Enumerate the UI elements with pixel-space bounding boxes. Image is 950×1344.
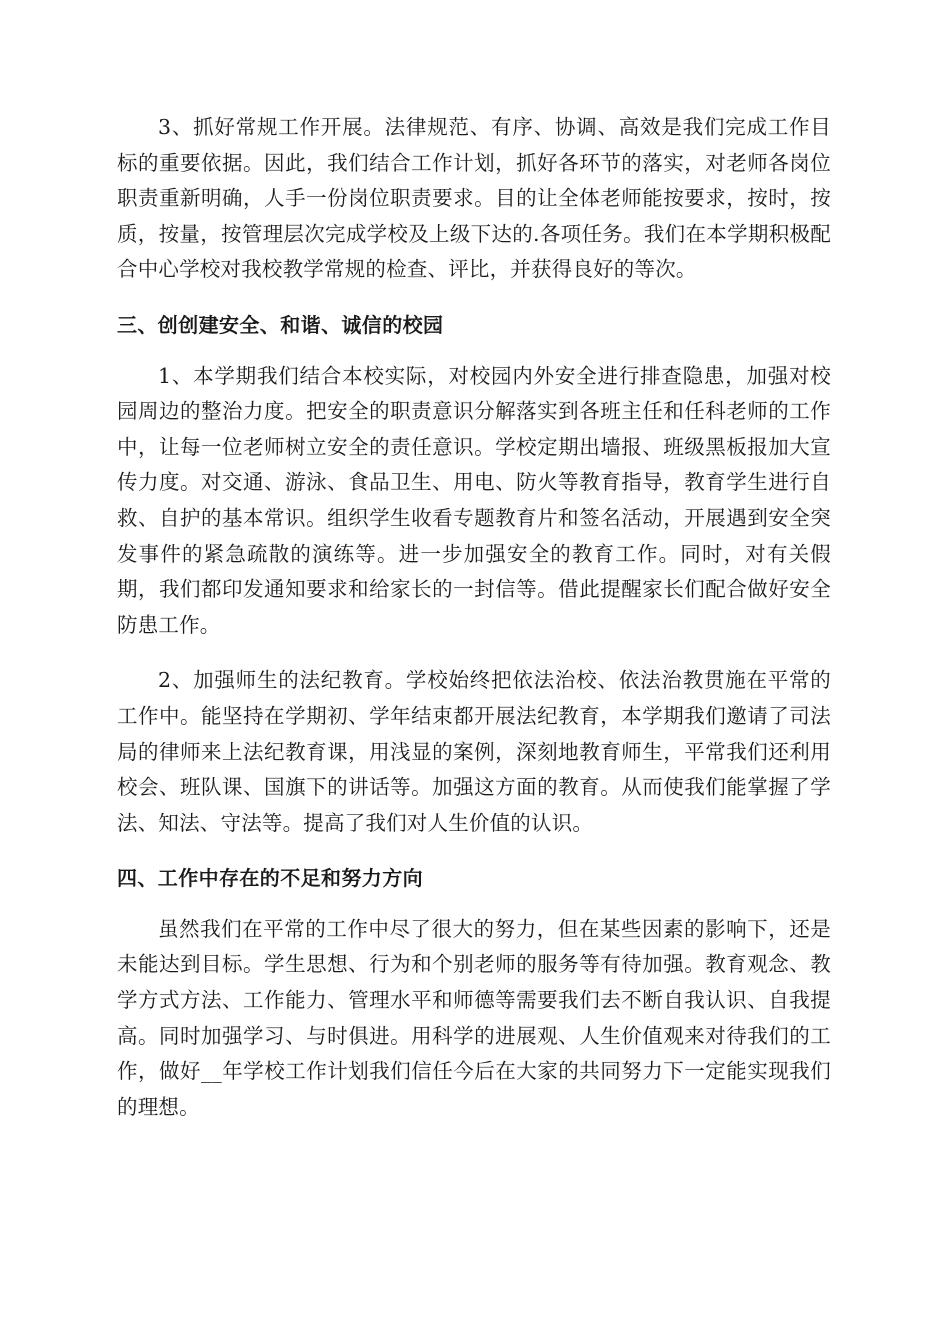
document-page <box>117 110 831 1125</box>
heading-safe-campus: 三、创创建安全、和谐、诚信的校园 <box>117 312 444 337</box>
paragraph-shortcomings: 虽然我们在平常的工作中尽了很大的努力，但在某些因素的影响下，还是未能达到目标。学生思想、行为和个别老师的服务等有待加强。教育观念、教学方式方法、工作能力、管理水平和师德等需要我们去不断自我认识、自我提高。同时加强学习、与时俱进。用科学的进展观、人生价值观来对待我们的工作，做好__年学校工作计划我们信任今后在大家的共同努力下一定能实现我们的理想。 <box>117 916 831 1119</box>
paragraph-safety-measures: 1、本学期我们结合本校实际，对校园内外安全进行排查隐患，加强对校园周边的整治力度。把安全的职责意识分解落实到各班主任和任科老师的工作中，让每一位老师树立安全的责任意识。学校定期出墙报、班级黑板报加大宣传力度。对交通、游泳、食品卫生、用电、防火等教育指导，教育学生进行自救、自护的基本常识。组织学生收看专题教育片和签名活动，开展遇到安全突发事件的紧急疏散的演练等。进一步加强安全的教育工作。同时，对有关假期，我们都印发通知要求和给家长的一封信等。借此提醒家长们配合做好安全防患工作。 <box>117 363 831 637</box>
paragraph-legal-education: 2、加强师生的法纪教育。学校始终把依法治校、依法治教贯施在平常的工作中。能坚持在学期初、学年结束都开展法纪教育，本学期我们邀请了司法局的律师来上法纪教育课，用浅显的案例，深刻地教育师生，平常我们还利用校会、班队课、国旗下的讲话等。加强这方面的教育。从而使我们能掌握了学法、知法、守法等。提高了我们对人生价值的认识。 <box>117 668 831 835</box>
paragraph-routine-work: 3、抓好常规工作开展。法律规范、有序、协调、高效是我们完成工作目标的重要依据。因此，我们结合工作计划，抓好各环节的落实，对老师各岗位职责重新明确，人手一份岗位职责要求。目的让全体老师能按要求，按时，按质，按量，按管理层次完成学校及上级下达的.各项任务。我们在本学期积极配合中心学校对我校教学常规的检查、评比，并获得良好的等次。 <box>117 115 831 282</box>
heading-shortcomings-direction: 四、工作中存在的不足和努力方向 <box>117 866 423 891</box>
